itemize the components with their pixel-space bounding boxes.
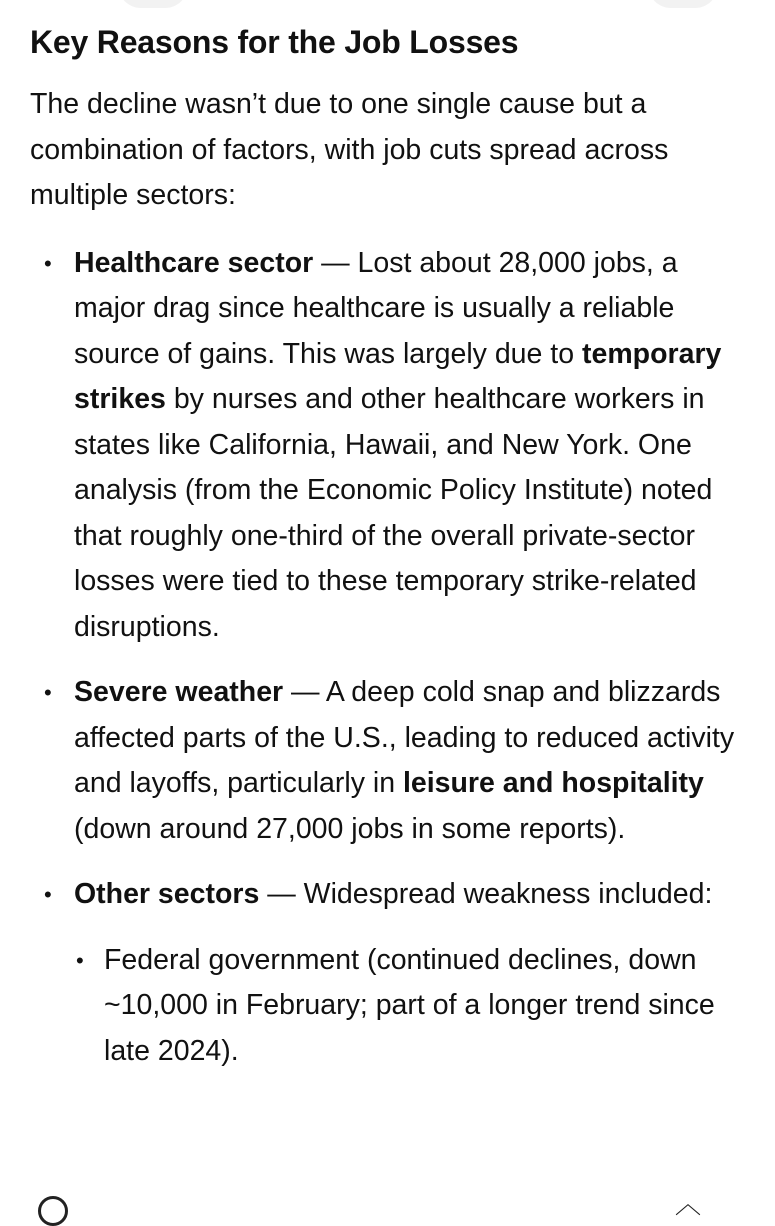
bottom-toolbar bbox=[0, 1189, 775, 1219]
item-text: (down around 27,000 jobs in some reports). bbox=[74, 812, 626, 845]
chevron-up-icon[interactable]: ︿ bbox=[675, 1189, 702, 1219]
bullet-icon: • bbox=[44, 882, 52, 907]
item-emphasis: temporary strikes bbox=[74, 337, 722, 415]
intro-paragraph: The decline wasn’t due to one single cause but a combination of factors, with job cuts spread across multiple sectors: bbox=[30, 88, 669, 211]
item-title: Other sectors bbox=[74, 878, 260, 910]
item-text: — A deep cold snap and blizzards affected parts of the U.S., leading to reduced activity and layoffs, particularly in bbox=[74, 676, 735, 799]
item-title: Healthcare sector bbox=[74, 246, 314, 279]
list-item-weather bbox=[30, 670, 755, 852]
bullet-icon: • bbox=[76, 947, 84, 973]
list-item-other-sectors bbox=[30, 872, 755, 1074]
top-left-bubble bbox=[118, 0, 188, 8]
item-emphasis: leisure and hospitality bbox=[402, 767, 704, 799]
sub-list bbox=[74, 938, 755, 1075]
item-text: by nurses and other healthcare workers in states like California, Hawaii, and New York. One analysis (from the Economic Policy Institute) noted that roughly one-third of the overall private-sector losses were tied to these temporary strike-related disruptions. bbox=[74, 383, 713, 643]
item-title: Severe weather bbox=[74, 676, 284, 708]
sub-list-item bbox=[74, 938, 755, 1075]
item-text: — Widespread weakness included: bbox=[259, 878, 713, 910]
reasons-list bbox=[30, 241, 755, 1075]
section-heading: Key Reasons for the Job Losses bbox=[30, 24, 519, 60]
list-item-healthcare bbox=[30, 241, 755, 651]
bullet-icon: • bbox=[44, 250, 52, 276]
item-text: — Lost about 28,000 jobs, a major drag since healthcare is usually a reliable source of gains. This was largely due to bbox=[74, 246, 678, 370]
top-right-bubble bbox=[648, 0, 718, 8]
sub-item-text: Federal government (continued declines, down ~10,000 in February; part of a longer trend since late 2024). bbox=[104, 943, 715, 1067]
bullet-icon: • bbox=[44, 680, 52, 705]
search-icon[interactable] bbox=[38, 1196, 68, 1226]
article-content bbox=[30, 20, 755, 1094]
